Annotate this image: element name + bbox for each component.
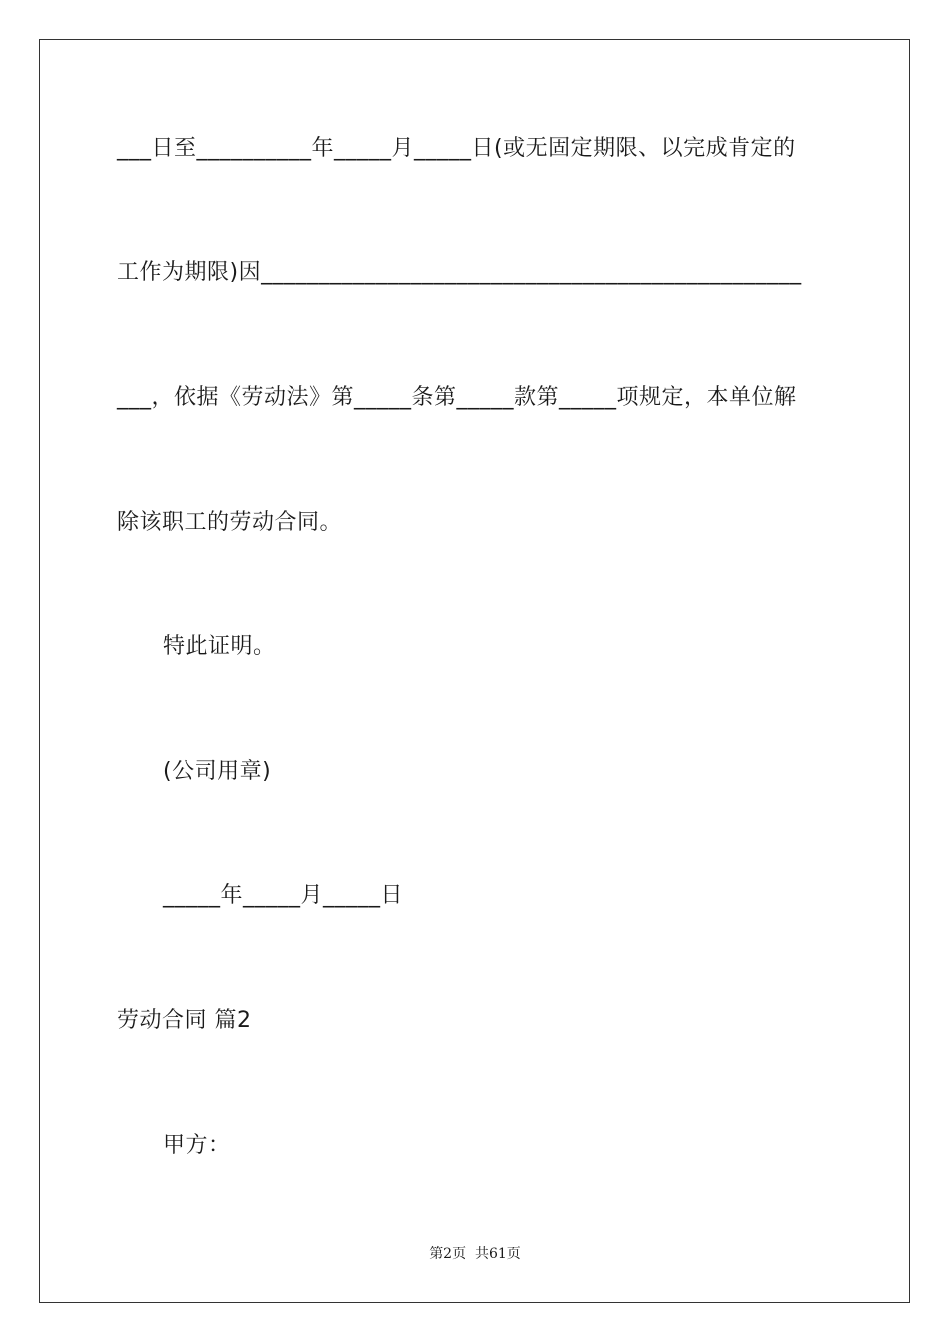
text-line-1: ___日至__________年_____月_____日(或无固定期限、以完成肯定的 bbox=[117, 136, 796, 161]
text-line-3: ___，依据《劳动法》第_____条第_____款第_____项规定，本单位解 bbox=[117, 385, 797, 410]
party-a-label: 甲方： bbox=[163, 1133, 231, 1158]
certification-statement: 特此证明。 bbox=[163, 634, 276, 659]
company-seal-note: (公司用章) bbox=[163, 759, 272, 784]
page-number-footer: 第2页 共61页 bbox=[429, 1246, 521, 1262]
text-line-4: 除该职工的劳动合同。 bbox=[117, 510, 343, 535]
page-frame bbox=[39, 39, 910, 1303]
text-line-2: 工作为期限)因_______________________________________________ bbox=[117, 260, 802, 285]
date-line: _____年_____月_____日 bbox=[163, 883, 404, 908]
section-heading: 劳动合同 篇2 bbox=[117, 1008, 252, 1033]
